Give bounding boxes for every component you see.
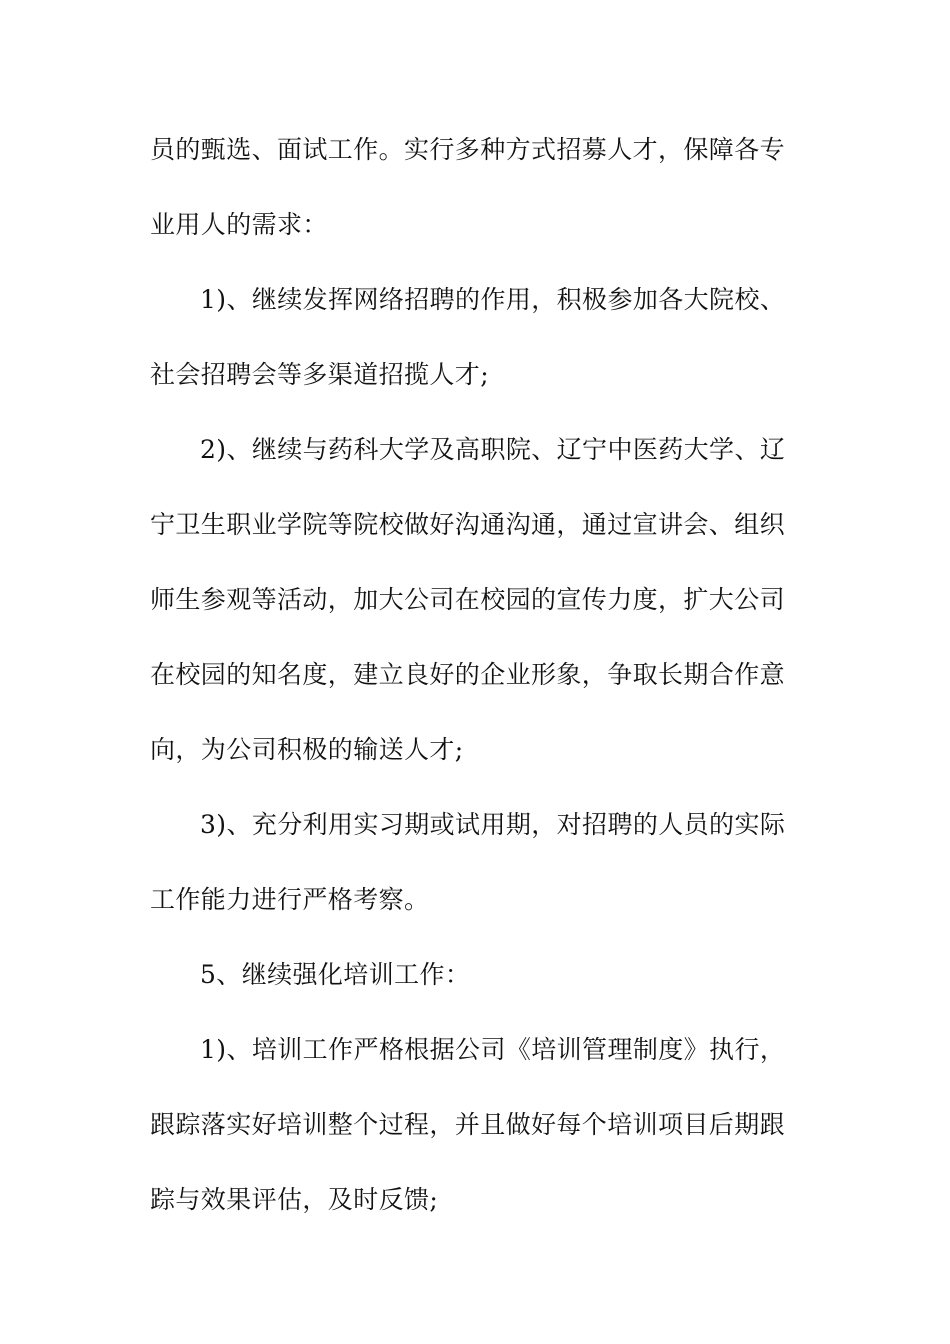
text-line: 踪与效果评估，及时反馈; [150,1185,439,1214]
document-body [150,112,800,1237]
text-line: 员的甄选、面试工作。实行多种方式招募人才，保障各专 [150,135,786,164]
text-line: 社会招聘会等多渠道招揽人才; [150,360,490,389]
text-line: 工作能力进行严格考察。 [150,885,430,914]
section-heading: 5、继续强化培训工作： [200,960,471,989]
text-line: 3)、充分利用实习期或试用期，对招聘的人员的实际 [200,810,786,839]
text-line: 2)、继续与药科大学及高职院、辽宁中医药大学、辽 [200,435,786,464]
text-line: 1)、继续发挥网络招聘的作用，积极参加各大院校、 [200,285,786,314]
text-line: 宁卫生职业学院等院校做好沟通沟通，通过宣讲会、组织 [150,510,786,539]
text-line: 业用人的需求： [150,210,328,239]
text-line: 跟踪落实好培训整个过程，并且做好每个培训项目后期跟 [150,1110,786,1139]
text-line: 向，为公司积极的输送人才; [150,735,464,764]
text-line: 师生参观等活动，加大公司在校园的宣传力度，扩大公司 [150,585,786,614]
text-line: 1)、培训工作严格根据公司《培训管理制度》执行， [200,1035,786,1064]
text-line: 在校园的知名度，建立良好的企业形象，争取长期合作意 [150,660,786,689]
